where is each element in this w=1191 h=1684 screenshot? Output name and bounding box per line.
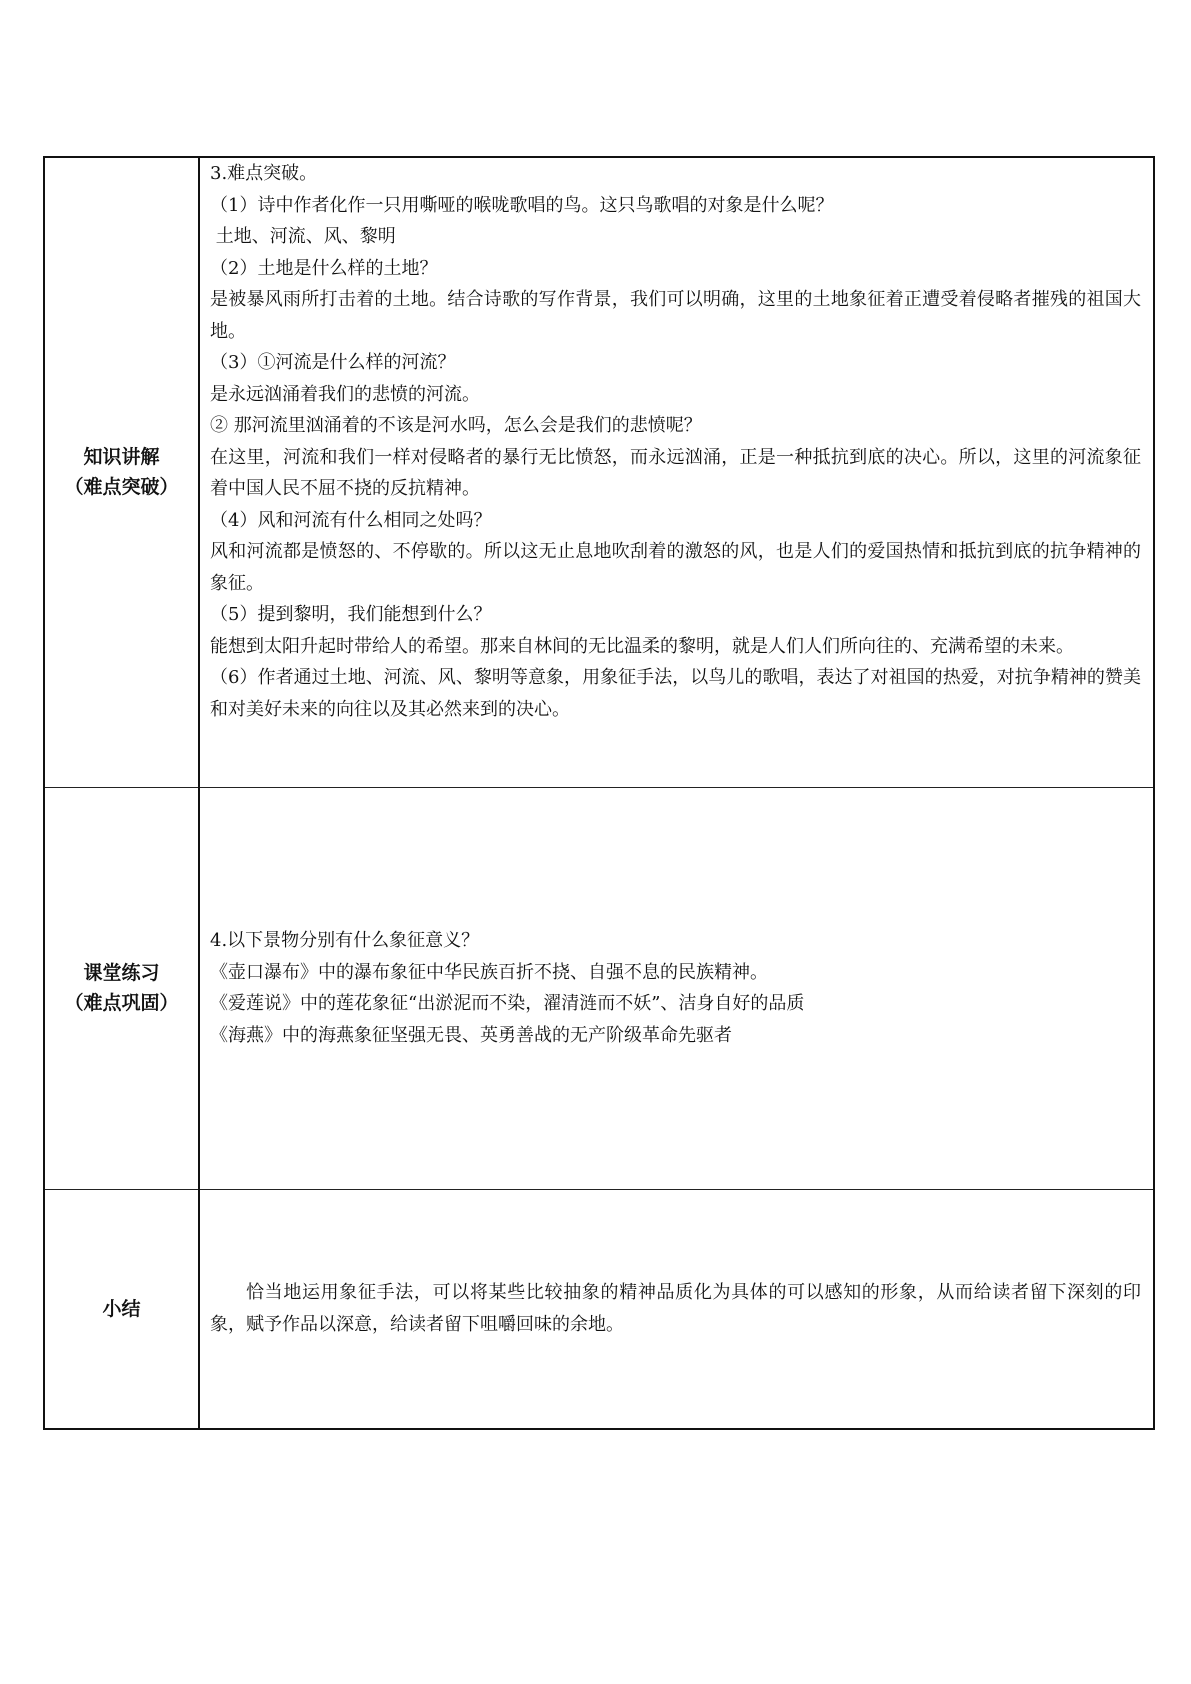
content-cell-knowledge xyxy=(199,157,1154,787)
text-paragraph: （6）作者通过土地、河流、风、黎明等意象，用象征手法，以鸟儿的歌唱，表达了对祖国的热爱，对抗争精神的赞美和对美好未来的向往以及其必然来到的决心。 xyxy=(210,667,1141,720)
text-line: （2）土地是什么样的土地？ xyxy=(210,257,438,279)
text-line: 3.难点突破。 xyxy=(210,163,318,184)
text-line: 是永远汹涌着我们的悲愤的河流。 xyxy=(210,383,480,405)
text-paragraph: 在这里，河流和我们一样对侵略者的暴行无比愤怒，而永远汹涌，正是一种抵抗到底的决心。所以，这里的河流象征着中国人民不屈不挠的反抗精神。 xyxy=(210,446,1141,499)
text-paragraph: 能想到太阳升起时带给人的希望。那来自林间的无比温柔的黎明，就是人们人们所向往的、充满希望的未来。 xyxy=(210,635,1074,657)
text-paragraph: 风和河流都是愤怒的、不停歇的。所以这无止息地吹刮着的激怒的风，也是人们的爱国热情和抵抗到底的抗争精神的象征。 xyxy=(210,541,1141,594)
label-line-1: 小结 xyxy=(102,1297,141,1320)
row-label-knowledge xyxy=(44,157,199,787)
text-line: ② 那河流里汹涌着的不该是河水吗，怎么会是我们的悲愤呢？ xyxy=(210,415,702,436)
text-line: 4.以下景物分别有什么象征意义？ xyxy=(210,930,480,951)
text-paragraph: 恰当地运用象征手法，可以将某些比较抽象的精神品质化为具体的可以感知的形象，从而给读者留下深刻的印象，赋予作品以深意，给读者留下咀嚼回味的余地。 xyxy=(210,1282,1141,1335)
label-line-2: （难点突破） xyxy=(64,476,179,499)
content-cell-practice xyxy=(199,787,1154,1189)
text-line: 《爱莲说》中的莲花象征“出淤泥而不染，濯清涟而不妖”、洁身自好的品质 xyxy=(210,993,805,1014)
content-cell-summary xyxy=(199,1189,1154,1429)
text-line: 《海燕》中的海燕象征坚强无畏、英勇善战的无产阶级革命先驱者 xyxy=(210,1024,732,1046)
label-line-1: 知识讲解 xyxy=(83,446,160,469)
text-line: （5）提到黎明，我们能想到什么？ xyxy=(210,604,492,625)
row-label-practice xyxy=(44,787,199,1189)
row-label-summary xyxy=(44,1189,199,1429)
table-row-practice xyxy=(44,787,1154,1189)
text-line: （1）诗中作者化作一只用嘶哑的喉咙歌唱的鸟。这只鸟歌唱的对象是什么呢？ xyxy=(210,194,834,216)
text-line: 《壶口瀑布》中的瀑布象征中华民族百折不挠、自强不息的民族精神。 xyxy=(210,961,768,983)
text-paragraph: 是被暴风雨所打击着的土地。结合诗歌的写作背景，我们可以明确，这里的土地象征着正遭受着侵略者摧残的祖国大地。 xyxy=(210,289,1141,342)
label-line-1: 课堂练习 xyxy=(83,962,160,984)
label-line-2: （难点巩固） xyxy=(64,992,179,1014)
text-line: 土地、河流、风、黎明 xyxy=(210,226,396,247)
lesson-plan-table xyxy=(43,156,1155,1430)
text-line: （3）①河流是什么样的河流？ xyxy=(210,352,456,373)
table-row-summary xyxy=(44,1189,1154,1429)
text-line: （4）风和河流有什么相同之处吗？ xyxy=(210,509,492,531)
table-row-knowledge xyxy=(44,157,1154,787)
